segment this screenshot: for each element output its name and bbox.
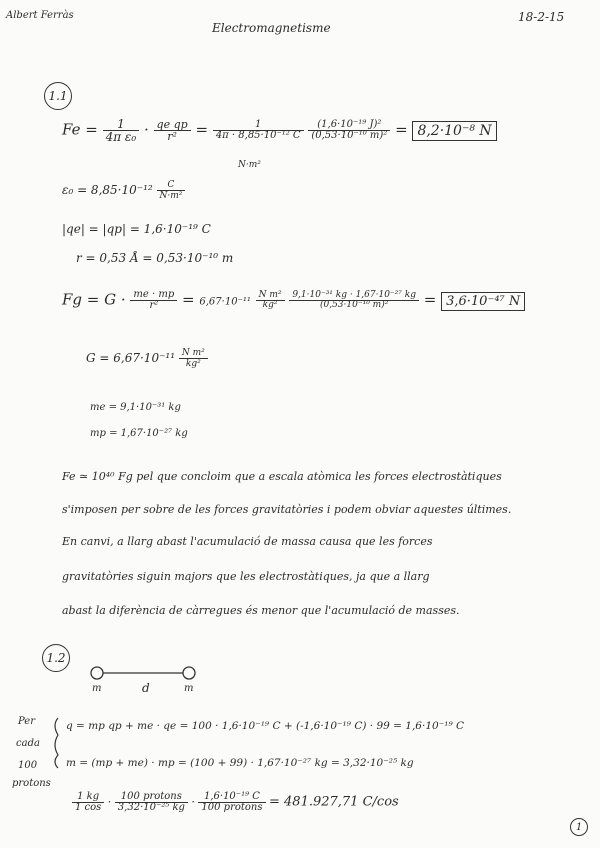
gravity-result: 3,6·10⁻⁴⁷ N	[441, 292, 525, 311]
epsilon-definition: ε₀ = 8,85·10⁻¹² $\frac{C}{\text{N·m²}}$	[62, 180, 185, 201]
charge-definition: |qe| = |qp| = 1,6·10⁻¹⁹ C	[62, 222, 211, 236]
final-result: = 481.927,71 C/cos	[269, 794, 399, 810]
mass-left-label: m	[92, 683, 102, 694]
coulomb-fraction-4: $\frac{\text{(1,6·10⁻¹⁹ J)²}}{\text{(0,53·10⁻¹⁰ m)²}}$	[308, 120, 390, 141]
G-definition: G = 6,67·10⁻¹¹ $\frac{\text{N m²}}{\text{kg²}}$	[86, 348, 208, 369]
side-note-3: 100	[18, 760, 38, 771]
conclusion-line-1: Fe ≃ 10⁴⁰ Fg pel que concloim que a escala atòmica les forces electrostàtiques	[62, 470, 502, 483]
coulomb-fraction-2: $\frac{\text{qe qp}}{\text{r²}}$	[154, 119, 191, 142]
side-note-1: Per	[18, 716, 35, 727]
coulomb-unit-den: N·m²	[238, 160, 261, 170]
page-number: 1	[570, 818, 588, 836]
side-note-4: protons	[12, 778, 51, 789]
mass-right-label: m	[184, 683, 194, 694]
date: 18-2-15	[518, 10, 565, 24]
distance-label: d	[142, 681, 150, 695]
radius-definition: r = 0,53 Å = 0,53·10⁻¹⁰ m	[76, 251, 234, 265]
page-title: Electromagnetisme	[212, 21, 331, 35]
conclusion-line-2: s'imposen per sobre de les forces gravitatòries i podem obviar aquestes últimes.	[62, 503, 512, 516]
proton-mass: mp = 1,67·10⁻²⁷ kg	[90, 428, 188, 439]
conclusion-line-3: En canvi, a llarg abast l'acumulació de massa causa que les forces	[62, 535, 433, 548]
coulomb-lhs: Fe =	[62, 120, 98, 139]
gravity-equation: Fg = G · $\frac{me \cdot mp}{\text{r²}}$ = 6,67·10⁻¹¹ $\frac{\text{N m²}}{\text{kg²}}$ $\frac{\text{9,1·10⁻³¹ kg · 1,67·10⁻²⁷ kg}}{\text{(0,53·10⁻¹⁰ m)²}}$ = 3,6·10⁻⁴⁷ N	[62, 290, 525, 311]
coulomb-result: 8,2·10⁻⁸ N	[412, 121, 496, 141]
conclusion-line-4: gravitatòries siguin majors que les electrostàtiques, ja que a llarg	[62, 570, 430, 583]
mass-left	[91, 667, 103, 679]
section-label-1-1: 1.1	[44, 82, 72, 110]
author-name: Albert Ferràs	[6, 10, 74, 21]
coulomb-equation: Fe = $\frac{1}{\text{4π ε₀}}$ · $\frac{\text{qe qp}}{\text{r²}}$ = $\frac{1}{\text{4π · 8,85·10⁻¹² C}}$ $\frac{\text{(1,6·10⁻¹⁹ J)²}}{\text{(0,53·10⁻¹⁰ m)²}}$ = 8,2·10⁻⁸ N	[62, 118, 497, 143]
coulomb-fraction-1: $\frac{1}{\text{4π ε₀}}$	[103, 118, 140, 143]
mass-equation: m = (mp + me) · mp = (100 + 99) · 1,67·10⁻²⁷ kg = 3,32·10⁻²⁵ kg	[66, 757, 414, 769]
mass-right	[183, 667, 195, 679]
electron-mass: me = 9,1·10⁻³¹ kg	[90, 402, 181, 413]
conclusion-line-5: abast la diferència de càrregues és menor que l'acumulació de masses.	[62, 604, 460, 617]
coulomb-fraction-3: $\frac{1}{\text{4π · 8,85·10⁻¹² C}}$	[213, 120, 304, 141]
charge-equation: q = mp qp + me · qe = 100 · 1,6·10⁻¹⁹ C + (-1,6·10⁻¹⁹ C) · 99 = 1,6·10⁻¹⁹ C	[66, 720, 465, 732]
final-equation: $\frac{1 kg}{1 \cos}$ · $\frac{\text{100 protons}}{\text{3,32·10⁻²⁵ kg}}$ · $\frac{\text{1,6·10⁻¹⁹ C}}{\text{100 protons}}$ = 481.927,71 C/cos	[72, 792, 399, 813]
section-label-1-2: 1.2	[42, 644, 70, 672]
brace	[55, 718, 58, 768]
side-note-2: cada	[16, 738, 40, 749]
